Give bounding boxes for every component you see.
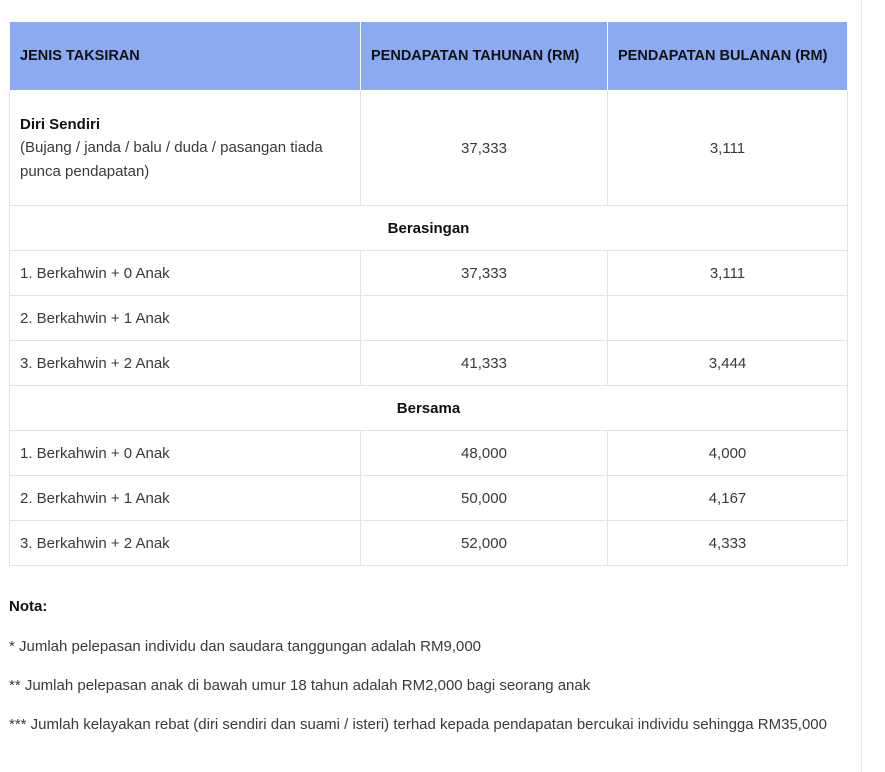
row-annual: 48,000 xyxy=(361,431,608,476)
row-label: 3. Berkahwin + 2 Anak xyxy=(10,341,361,386)
table-row xyxy=(10,521,848,566)
group-row-berasingan xyxy=(10,206,848,251)
notes-title: Nota: xyxy=(9,598,48,615)
row-monthly: 4,000 xyxy=(608,431,848,476)
group-title-bersama: Bersama xyxy=(10,386,848,431)
table-row xyxy=(10,296,848,341)
row-monthly xyxy=(608,296,848,341)
self-monthly: 3,111 xyxy=(608,91,848,206)
table-row xyxy=(10,341,848,386)
notes-section xyxy=(9,596,849,752)
header-pendapatan-tahunan: PENDAPATAN TAHUNAN (RM) xyxy=(361,22,608,91)
row-label: 1. Berkahwin + 0 Anak xyxy=(10,251,361,296)
row-label: 3. Berkahwin + 2 Anak xyxy=(10,521,361,566)
table-row xyxy=(10,476,848,521)
table-header-row xyxy=(10,22,848,91)
group-title-berasingan: Berasingan xyxy=(10,206,848,251)
self-annual: 37,333 xyxy=(361,91,608,206)
income-table xyxy=(9,21,848,566)
table-row xyxy=(10,251,848,296)
content-divider xyxy=(861,0,862,772)
self-subtitle: (Bujang / janda / balu / duda / pasangan tiada punca pendapatan) xyxy=(20,138,323,180)
table-row xyxy=(10,431,848,476)
self-title: Diri Sendiri xyxy=(20,115,101,133)
row-monthly: 4,167 xyxy=(608,476,848,521)
row-annual: 41,333 xyxy=(361,341,608,386)
row-annual: 50,000 xyxy=(361,476,608,521)
header-pendapatan-bulanan: PENDAPATAN BULANAN (RM) xyxy=(608,22,848,91)
row-monthly: 3,444 xyxy=(608,341,848,386)
header-jenis-taksiran: JENIS TAKSIRAN xyxy=(10,22,361,91)
row-annual: 37,333 xyxy=(361,251,608,296)
row-monthly: 4,333 xyxy=(608,521,848,566)
note-item: ** Jumlah pelepasan anak di bawah umur 18 tahun adalah RM2,000 bagi seorang anak xyxy=(9,677,591,694)
note-item: *** Jumlah kelayakan rebat (diri sendiri dan suami / isteri) terhad kepada pendapatan bercukai individu sehingga RM35,000 xyxy=(9,716,827,733)
row-label: 2. Berkahwin + 1 Anak xyxy=(10,296,361,341)
row-label: 1. Berkahwin + 0 Anak xyxy=(10,431,361,476)
row-annual xyxy=(361,296,608,341)
note-item: * Jumlah pelepasan individu dan saudara tanggungan adalah RM9,000 xyxy=(9,638,482,655)
row-monthly: 3,111 xyxy=(608,251,848,296)
table-row-diri-sendiri xyxy=(10,91,848,206)
row-annual: 52,000 xyxy=(361,521,608,566)
row-label: 2. Berkahwin + 1 Anak xyxy=(10,476,361,521)
self-label-cell xyxy=(10,91,361,206)
group-row-bersama xyxy=(10,386,848,431)
